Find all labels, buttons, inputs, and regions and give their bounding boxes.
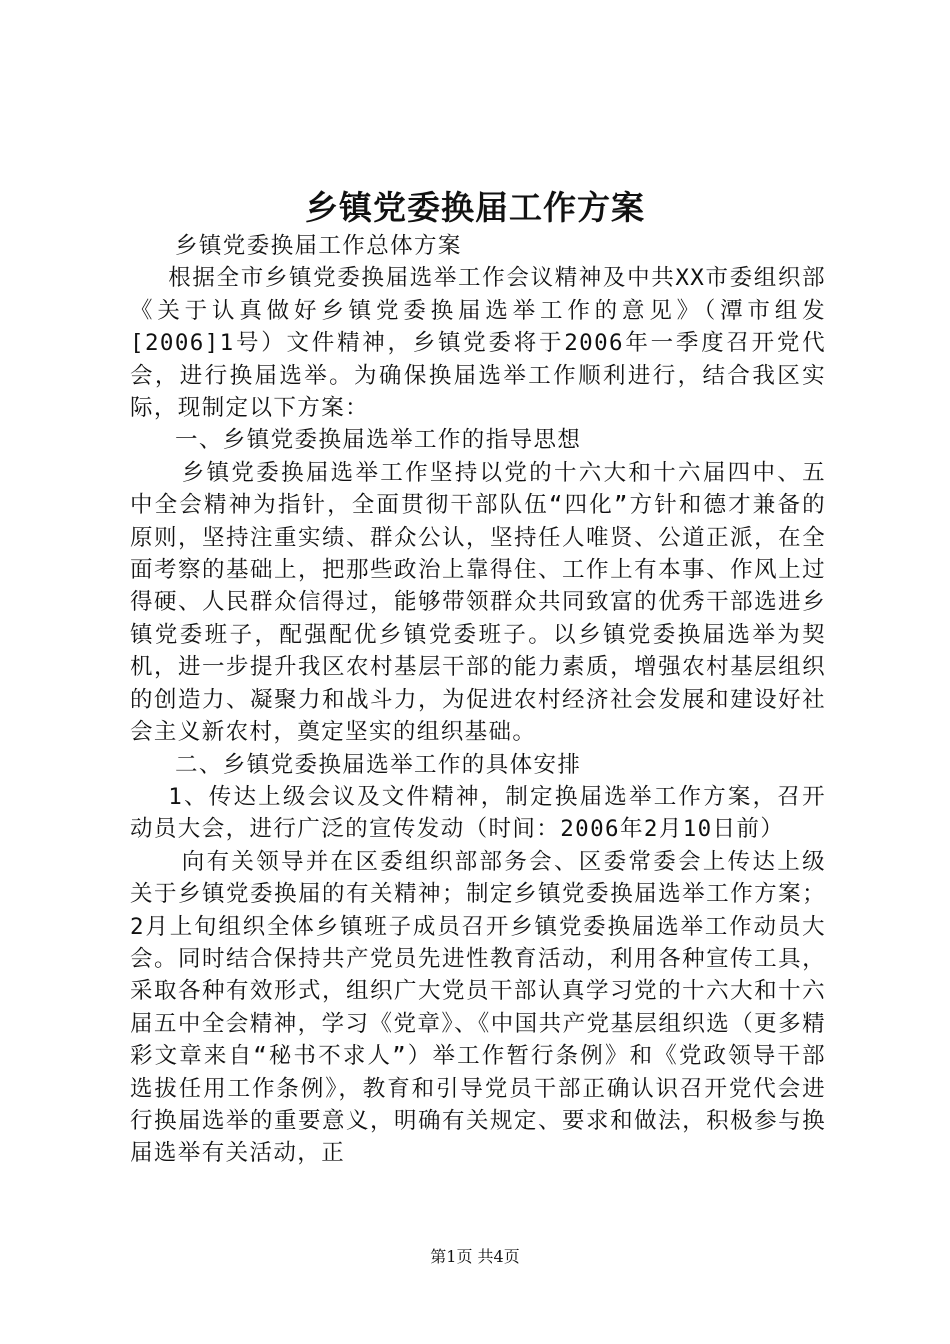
section-heading-2: 二、乡镇党委换届选举工作的具体安排 (175, 751, 582, 778)
document-body (130, 230, 826, 1170)
page-footer: 第1页 共4页 (430, 1247, 520, 1266)
section-heading-1: 一、乡镇党委换届选举工作的指导思想 (175, 427, 582, 454)
paragraph-intro: 根据全市乡镇党委换届选举工作会议精神及中共XX市委组织部《关于认真做好乡镇党委换届选举工作的意见》（潭市组发[2006]1号）文件精神，乡镇党委将于2006年一季度召开党代会，进行换届选举。为确保换届选举工作顺利进行，结合我区实际，现制定以下方案： (130, 265, 826, 422)
document-subtitle: 乡镇党委换届工作总体方案 (175, 233, 462, 259)
document-title: 乡镇党委换届工作方案 (305, 188, 645, 227)
paragraph-guiding-principles: 乡镇党委换届选举工作坚持以党的十六大和十六届四中、五中全会精神为指针，全面贯彻干部队伍“四化”方针和德才兼备的原则，坚持注重实绩、群众公认，坚持任人唯贤、公道正派，在全面考察的基础上，把那些政治上靠得住、工作上有本事、作风上过得硬、人民群众信得过，能够带领群众共同致富的优秀干部选进乡镇党委班子，配强配优乡镇党委班子。以乡镇党委换届选举为契机，进一步提升我区农村基层干部的能力素质，增强农村基层组织的创造力、凝聚力和战斗力，为促进农村经济社会发展和建设好社会主义新农村，奠定坚实的组织基础。 (130, 459, 826, 746)
paragraph-step-1-detail: 向有关领导并在区委组织部部务会、区委常委会上传达上级关于乡镇党委换届的有关精神；制定乡镇党委换届选举工作方案；2月上旬组织全体乡镇班子成员召开乡镇党委换届选举工作动员大会。同时结合保持共产党员先进性教育活动，利用各种宣传工具，采取各种有效形式，组织广大党员干部认真学习党的十六大和十六届五中全会精神，学习《党章》、《中国共产党基层组织选（更多精彩文章来自“秘书不求人”）举工作暂行条例》和《党政领导干部选拔任用工作条例》，教育和引导党员干部正确认识召开党代会进行换届选举的重要意义，明确有关规定、要求和做法，积极参与换届选举有关活动，正 (130, 848, 826, 1167)
paragraph-step-1: 1、传达上级会议及文件精神，制定换届选举工作方案，召开动员大会，进行广泛的宣传发动（时间：2006年2月10日前） (130, 783, 826, 843)
